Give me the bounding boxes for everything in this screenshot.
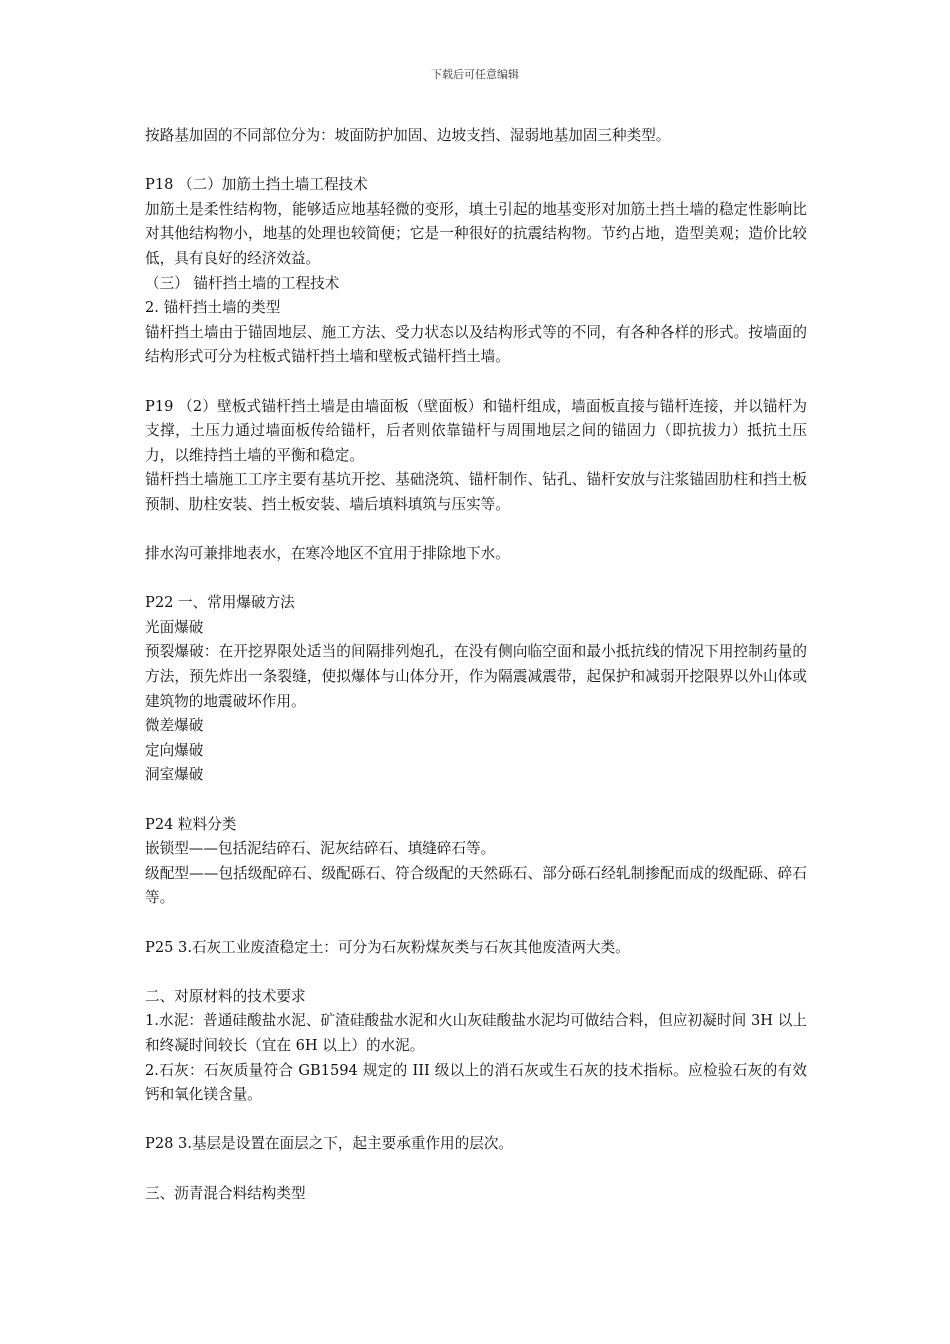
paragraph: 按路基加固的不同部位分为：坡面防护加固、边坡支挡、湿弱地基加固三种类型。 [145,127,671,144]
section-heading: 2. 锚杆挡土墙的类型 [145,299,281,317]
section-heading: P22 一、常用爆破方法 [145,594,295,612]
list-item: 级配型——包括级配碎石、级配砾石、符合级配的天然砾石、部分砾石经轧制掺配而成的级配砾、碎石等。 [145,864,807,907]
list-item: 微差爆破 [145,717,204,735]
list-item: 1.水泥：普通硅酸盐水泥、矿渣硅酸盐水泥和火山灰硅酸盐水泥均可做结合料，但应初凝时间 3H 以上和终凝时间较长（宜在 6H 以上）的水泥。 [145,1012,807,1054]
paragraph: P19 （2）壁板式锚杆挡土墙是由墙面板（壁面板）和锚杆组成，墙面板直接与锚杆连接，并以锚杆为支撑，土压力通过墙面板传给锚杆，后者则依靠锚杆与周围地层之间的锚固力（即抗拔力）抵抗土压力，以维持挡土墙的平衡和稳定。 [145,397,807,464]
blank-line [145,370,807,395]
section-heading: （三） 锚杆挡土墙的工程技术 [145,274,340,292]
paragraph: P25 3.石灰工业废渣稳定土：可分为石灰粉煤灰类与石灰其他废渣两大类。 [145,938,630,956]
blank-line [145,1157,807,1182]
blank-line [145,567,807,592]
paragraph: 锚杆挡土墙施工工序主要有基坑开挖、基础浇筑、锚杆制作、钻孔、锚杆安放与注浆锚固肋柱和挡土板预制、肋柱安装、挡土板安装、墙后填料填筑与压实等。 [145,471,807,513]
document-body [145,124,807,1206]
section-heading: P18 （二）加筋土挡土墙工程技术 [145,176,368,194]
blank-line [145,911,807,936]
page-header: 下载后可任意编辑 [431,68,519,81]
list-item: 洞室爆破 [145,766,204,784]
blank-line [145,788,807,813]
section-heading: P24 粒料分类 [145,815,237,833]
blank-line [145,149,807,174]
section-heading: 三、沥青混合料结构类型 [145,1184,306,1202]
section-heading: 二、对原材料的技术要求 [145,987,306,1005]
paragraph: P28 3.基层是设置在面层之下，起主要承重作用的层次。 [145,1135,514,1153]
list-item: 光面爆破 [145,618,204,636]
list-item: 2.石灰：石灰质量符合 GB1594 规定的 III 级以上的消石灰或生石灰的技术指标。应检验石灰的有效钙和氧化镁含量。 [145,1061,807,1104]
paragraph: 加筋土是柔性结构物，能够适应地基轻微的变形，填土引起的地基变形对加筋土挡土墙的稳定性影响比对其他结构物小，地基的处理也较简便；它是一种很好的抗震结构物。节约占地，造型美观；造价比较低，具有良好的经济效益。 [145,200,807,267]
list-item: 预裂爆破：在开挖界限处适当的间隔排列炮孔，在没有侧向临空面和最小抵抗线的情况下用控制药量的方法，预先炸出一条裂缝，使拟爆体与山体分开，作为隔震减震带，起保护和减弱开挖限界以外山体或建筑物的地震破坏作用。 [145,643,807,710]
paragraph: 锚杆挡土墙由于锚固地层、施工方法、受力状态以及结构形式等的不同，有各种各样的形式。按墙面的结构形式可分为柱板式锚杆挡土墙和壁板式锚杆挡土墙。 [145,323,807,366]
blank-line [145,960,807,985]
blank-line [145,518,807,543]
blank-line [145,1108,807,1133]
list-item: 定向爆破 [145,741,204,759]
list-item: 嵌锁型——包括泥结碎石、泥灰结碎石、填缝碎石等。 [145,840,496,858]
paragraph: 排水沟可兼排地表水，在寒冷地区不宜用于排除地下水。 [145,545,510,563]
